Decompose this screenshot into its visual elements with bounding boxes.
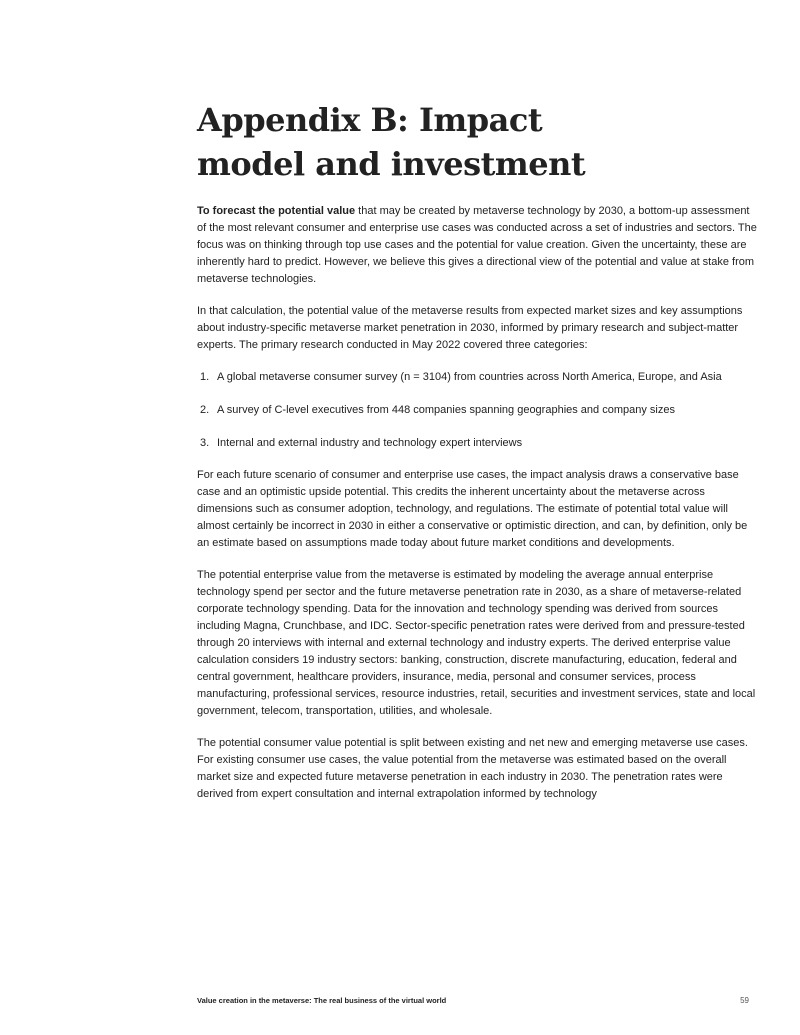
intro-lead: To forecast the potential value	[197, 205, 356, 217]
list-item-text: A survey of C-level executives from 448 companies spanning geographies and company sizes	[217, 404, 675, 416]
list-item	[197, 435, 757, 452]
intro-paragraph	[197, 203, 757, 288]
page-title-line-1: Appendix B: Impact	[197, 101, 543, 139]
research-paragraph: In that calculation, the potential value of the metaverse results from expected market sizes and key assumptions about industry-specific metaverse market penetration in 2030, informed by primary research and subject-matter experts. The primary research conducted in May 2022 covered three categories:	[197, 305, 743, 351]
list-item-text: Internal and external industry and technology expert interviews	[217, 437, 523, 449]
consumer-value-paragraph: The potential consumer value potential is split between existing and net new and emerging metaverse use cases. For existing consumer use cases, the value potential from the metaverse was estimated based on the overall market size and expected future metaverse penetration in each industry in 2030. The penetration rates were derived from expert consultation and internal extrapolation informed by technology	[197, 737, 748, 800]
research-categories-list	[197, 369, 757, 452]
body-text	[197, 203, 757, 818]
footer-title: Value creation in the metaverse: The real business of the virtual world	[197, 996, 447, 1005]
page-number: 59	[740, 996, 749, 1005]
list-item	[197, 369, 757, 386]
scenario-paragraph: For each future scenario of consumer and enterprise use cases, the impact analysis draws a conservative base case and an optimistic upside potential. This credits the inherent uncertainty about the metaverse across dimensions such as consumer adoption, technology, and regulations. The estimate of potential total value will almost certainly be incorrect in 2030 in either a conservative or optimistic direction, and can, by definition, only be an estimate based on assumptions made today about future market conditions and developments.	[197, 469, 748, 549]
enterprise-value-paragraph: The potential enterprise value from the metaverse is estimated by modeling the average annual enterprise technology spend per sector and the future metaverse penetration rate in 2030, as a share of metaverse-related corporate technology spending. Data for the innovation and technology spending was derived from sources including Magna, Crunchbase, and IDC. Sector-specific penetration rates were derived from and pressure-tested through 20 interviews with internal and external technology and industry experts. The derived enterprise value calculation considers 19 industry sectors: banking, construction, discrete manufacturing, education, federal and central government, healthcare providers, insurance, media, personal and consumer services, process manufacturing, professional services, resource industries, retail, securities and investment services, state and local government, telecom, transportation, utilities, and wholesale.	[197, 569, 756, 717]
list-item-text: A global metaverse consumer survey (n = 3104) from countries across North America, Europe, and Asia	[217, 371, 722, 383]
list-item	[197, 402, 757, 419]
page-title	[197, 98, 657, 186]
list-item-number: 2.	[200, 404, 210, 416]
page-title-line-2: model and investment	[197, 145, 586, 183]
list-item-number: 3.	[200, 437, 210, 449]
list-item-number: 1.	[200, 371, 210, 383]
intro-text: that may be created by metaverse technology by 2030, a bottom-up assessment of the most relevant consumer and enterprise use cases was conducted across a set of industries and sectors. The focus was on thinking through top use cases and the potential for value creation. Given the uncertainty, these are inherently hard to predict. However, we believe this gives a directional view of the potential and value at stake from metaverse technologies.	[197, 205, 757, 285]
